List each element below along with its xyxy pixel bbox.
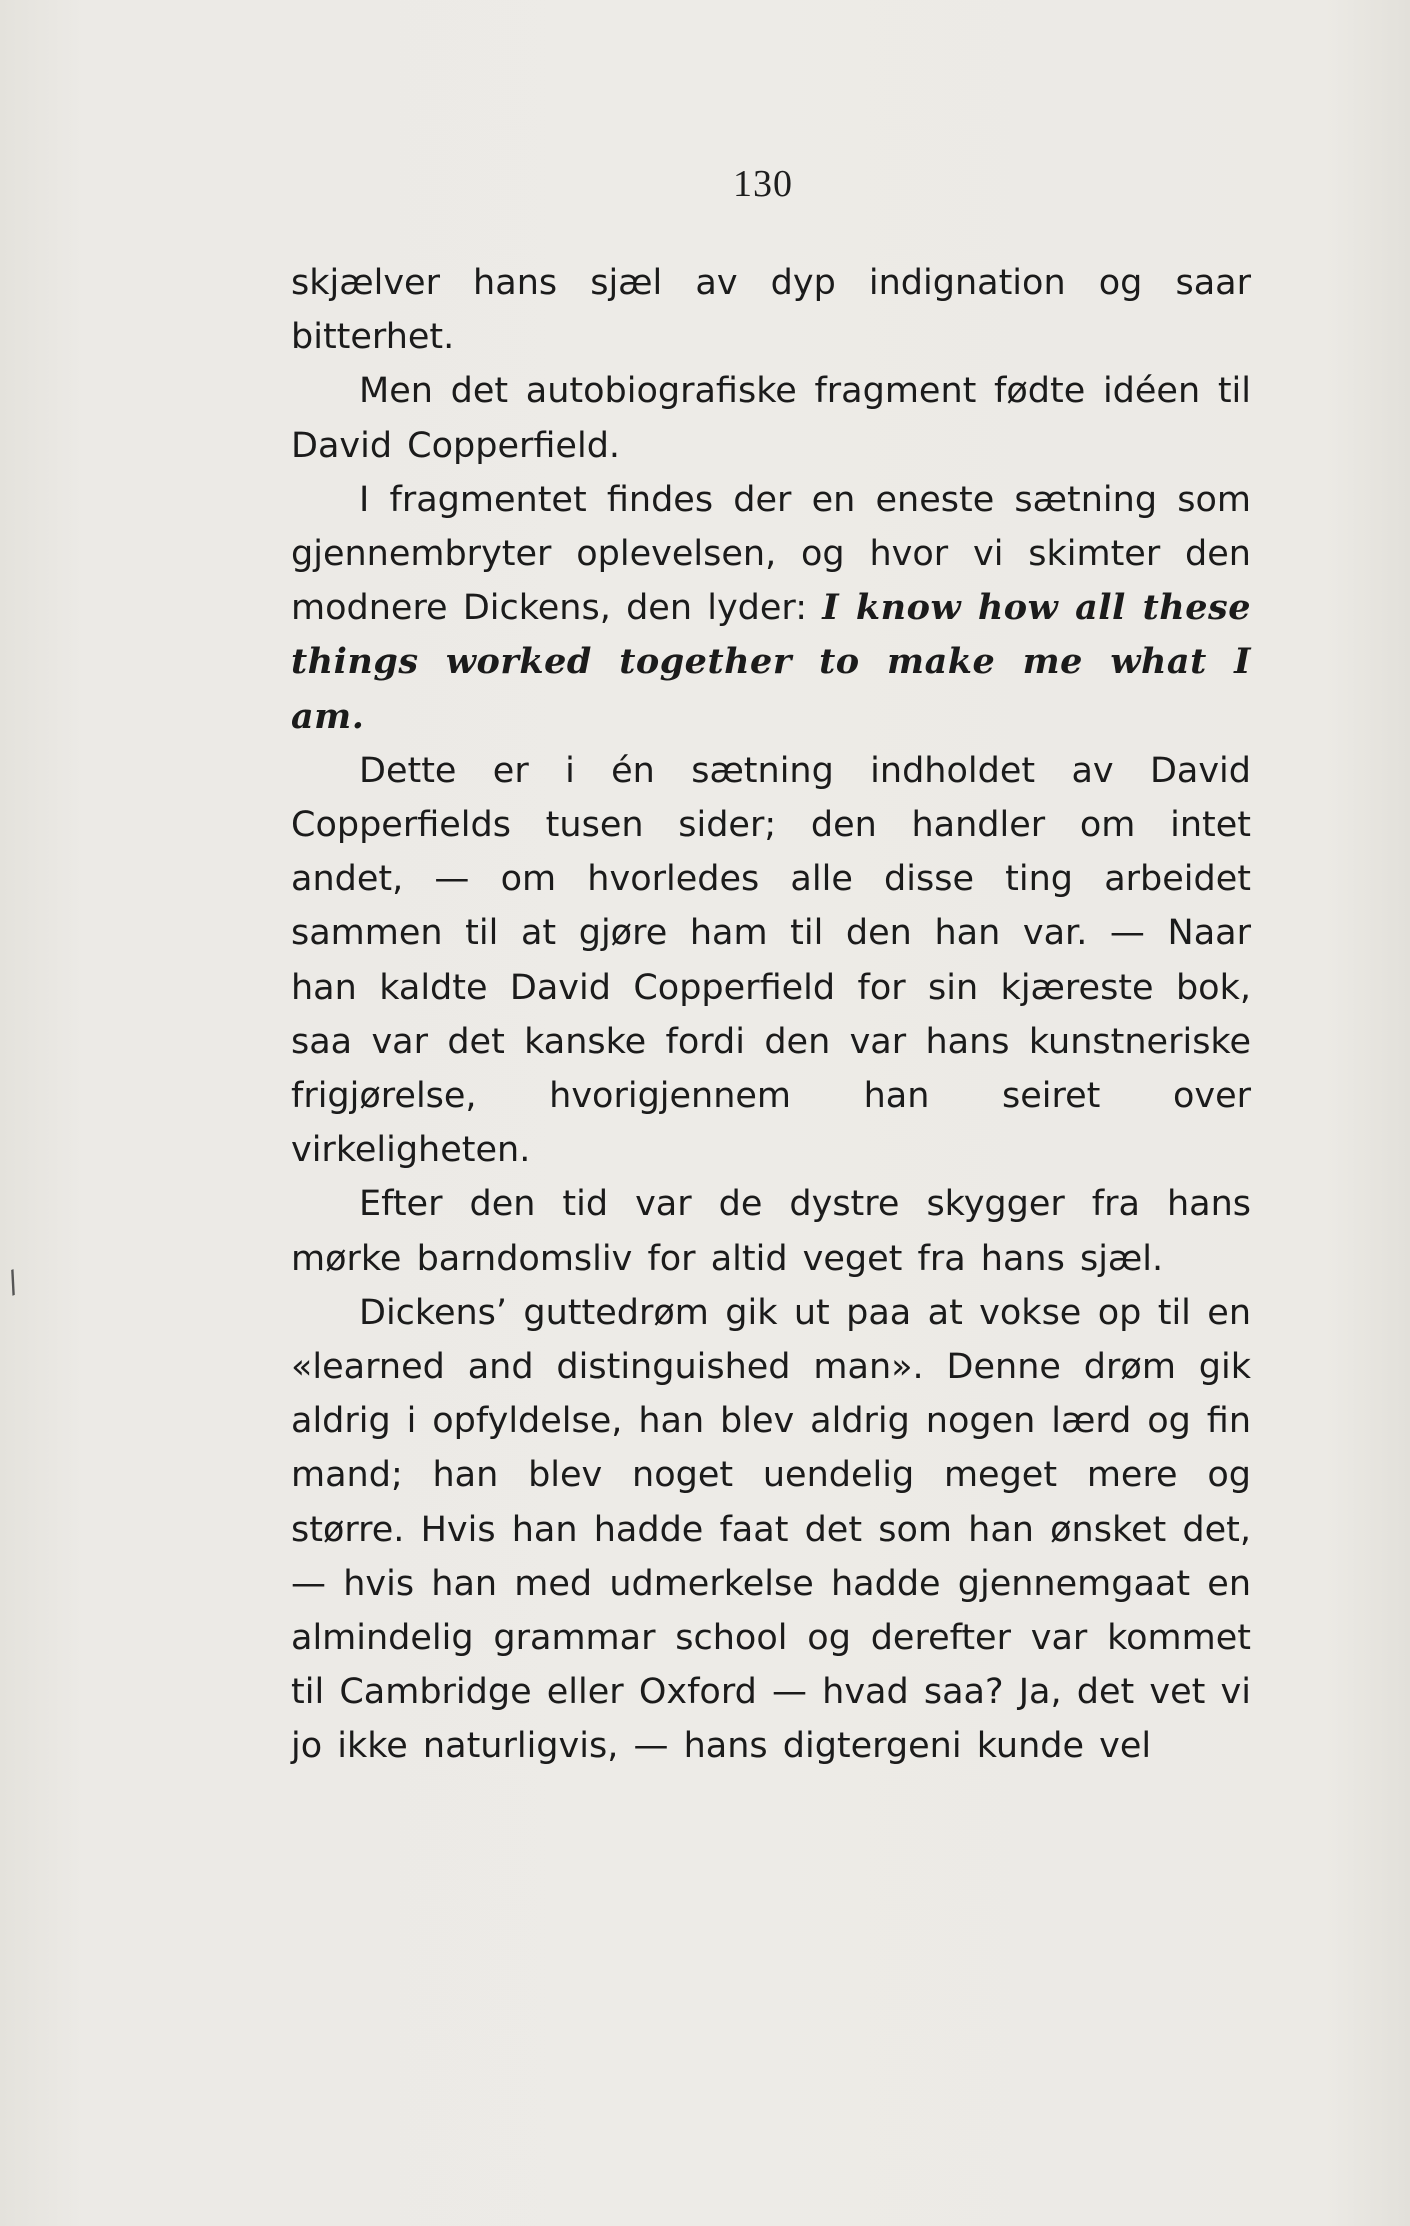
paragraph-3-text: I fragmentet findes der en eneste sætning som gjennembryter oplevelsen, og hvor vi skimter den modnere Dickens, den lyder: [291,479,1251,629]
paragraph-4: Dette er i én sætning indholdet av David Copperfields tusen sider; den handler om intet andet, — om hvorledes alle disse ting arbeidet sammen til at gjøre ham til den han var. — Naar han kaldte David Copperfield for sin kjæreste bok, saa var det kanske fordi den var hans kunstneriske frigjørelse, hvorigjennem han seiret over virkeligheten. [291,750,1251,1171]
paragraph-2: Men det autobiografiske fragment fødte idéen til David Copperfield. [291,371,1251,466]
body-text [291,256,1251,1774]
paragraph-6: Dickens’ guttedrøm gik ut paa at vokse op til en «learned and distinguished man». Denne drøm gik aldrig i opfyldelse, han blev aldrig nogen lærd og fin mand; han blev noget uendelig meget mere og større. Hvis han hadde faat det som han ønsket det, — hvis han med udmerkelse hadde gjennemgaat en almindelig grammar school og derefter var kommet til Cambridge eller Oxford — hvad saa? Ja, det vet vi jo ikke naturligvis, — hans digtergeni kunde vel [291,1292,1251,1767]
english-quote: I know how all these things worked together to make me what I am. [291,587,1251,737]
margin-pencil-mark: / [2,1264,24,1301]
paragraph-5: Efter den tid var de dystre skygger fra hans mørke barndomsliv for altid veget fra hans sjæl. [291,1184,1251,1279]
paragraph-1: skjælver hans sjæl av dyp indignation og saar bitterhet. [291,263,1251,358]
paragraph-3 [291,473,1251,744]
page-number: 130 [733,163,793,205]
